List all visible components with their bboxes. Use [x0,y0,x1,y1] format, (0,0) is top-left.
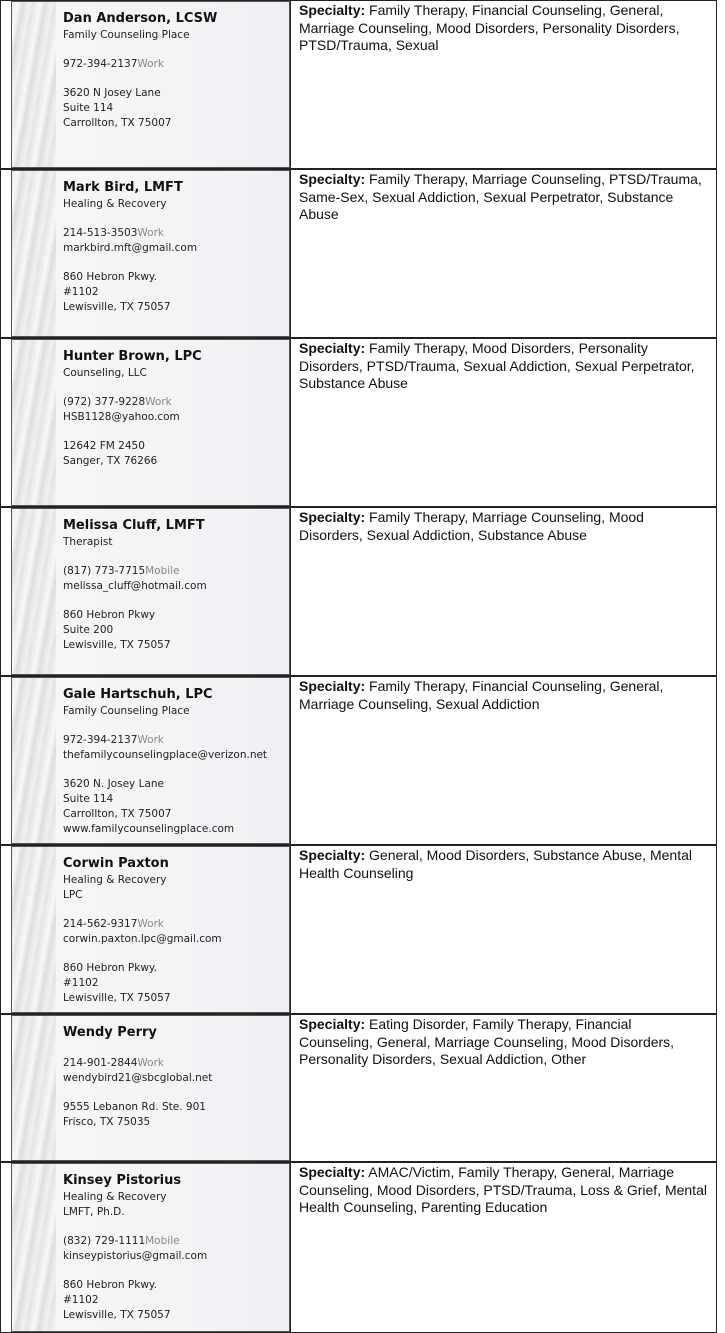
specialty-list: Eating Disorder, Family Therapy, Financial Counseling, General, Marriage Counseling, Mood Disorders, Personality Disorders, Sexual Addiction, Other [299,1016,675,1067]
organization-line: LPC [63,889,83,901]
therapist-row [0,507,717,676]
specialty-label: Specialty: [299,509,366,525]
card-body [63,1024,285,1130]
phone-line [63,917,285,932]
specialty-list: Family Therapy, Marriage Counseling, PTSD/Trauma, Same-Sex, Sexual Addiction, Sexual Perpetrator, Substance Abuse [299,171,702,222]
specialty-text [299,1016,709,1069]
contact-card [11,339,290,506]
specialty-text [299,340,709,393]
column-divider [290,1015,291,1161]
spacer [63,425,285,439]
address-line: Lewisville, TX 75057 [63,301,171,313]
phone-number[interactable]: (832) 729-1111 [63,1235,146,1247]
column-divider [290,170,291,337]
specialty-list: Family Therapy, Mood Disorders, Personality Disorders, PTSD/Trauma, Sexual Addiction, Sexual Perpetrator, Substance Abuse [299,340,695,391]
therapist-name: Melissa Cluff, LMFT [63,518,205,533]
row-left-border [0,1163,1,1332]
row-right-border [716,339,717,506]
address-line: 3620 N. Josey Lane [63,778,164,790]
organization-line: Healing & Recovery [63,874,167,886]
phone-number[interactable]: 214-562-9317 [63,918,138,930]
specialty-list: General, Mood Disorders, Substance Abuse, Mental Health Counseling [299,847,692,881]
email-link[interactable]: markbird.mft@gmail.com [63,242,198,254]
address-line: Suite 114 [63,793,114,805]
spacer [63,1042,285,1056]
card-decorative-stripe [12,847,56,1012]
column-divider [290,846,291,1013]
phone-type-label: Work [137,1057,164,1069]
organization-line: Therapist [63,536,113,548]
therapist-row [0,845,717,1014]
spacer [63,719,285,733]
phone-number[interactable]: 972-394-2137 [63,58,138,70]
specialty-label: Specialty: [299,847,366,863]
phone-type-label: Work [137,918,164,930]
spacer [63,1220,285,1234]
therapist-row [0,169,717,338]
phone-number[interactable]: 214-513-3503 [63,227,138,239]
contact-card [11,170,290,337]
specialty-list: Family Therapy, Financial Counseling, General, Marriage Counseling, Sexual Addiction [299,678,664,712]
contact-card [11,1163,290,1332]
spacer [63,594,285,608]
card-body [63,348,285,469]
specialty-label: Specialty: [299,171,366,187]
column-divider [290,1163,291,1332]
website-link[interactable]: www.familycounselingplace.com [63,823,235,835]
row-left-border [0,677,1,844]
specialty-label: Specialty: [299,678,366,694]
therapist-name: Gale Hartschuh, LPC [63,687,213,702]
spacer [63,72,285,86]
row-right-border [716,677,717,844]
phone-line [63,733,285,748]
column-divider [290,677,291,844]
email-link[interactable]: wendybird21@sbcglobal.net [63,1072,213,1084]
therapist-name: Kinsey Pistorius [63,1173,182,1188]
therapist-name: Corwin Paxton [63,856,169,871]
column-divider [290,339,291,506]
address-line: 12642 FM 2450 [63,440,145,452]
contact-card [11,1,290,168]
spacer [63,1086,285,1100]
card-decorative-stripe [12,678,56,843]
column-divider [290,1,291,168]
card-body [63,517,285,653]
phone-type-label: Work [137,734,164,746]
card-body [63,855,285,1006]
spacer [63,212,285,226]
phone-type-label: Mobile [145,565,180,577]
specialty-text [299,678,709,713]
therapist-row [0,1014,717,1162]
phone-line [63,57,285,72]
card-decorative-stripe [12,509,56,674]
address-line: Lewisville, TX 75057 [63,992,171,1004]
specialty-list: Family Therapy, Marriage Counseling, Mood Disorders, Sexual Addiction, Substance Abuse [299,509,644,543]
row-left-border [0,846,1,1013]
address-line: Sanger, TX 76266 [63,455,158,467]
address-line: #1102 [63,286,99,298]
address-line: 860 Hebron Pkwy. [63,271,157,283]
phone-line [63,1234,285,1249]
phone-line [63,1056,285,1071]
phone-type-label: Work [137,227,164,239]
email-link[interactable]: kinseypistorius@gmail.com [63,1250,208,1262]
row-right-border [716,1,717,168]
address-line: #1102 [63,977,99,989]
therapist-row [0,1162,717,1333]
address-line: 3620 N Josey Lane [63,87,161,99]
spacer [63,43,285,57]
organization-line: Family Counseling Place [63,29,190,41]
row-right-border [716,1163,717,1332]
email-link[interactable]: melissa_cluff@hotmail.com [63,580,207,592]
card-body [63,10,285,131]
address-line: Frisco, TX 75035 [63,1116,151,1128]
specialty-label: Specialty: [299,2,366,18]
row-left-border [0,339,1,506]
spacer [63,1264,285,1278]
therapist-name: Dan Anderson, LCSW [63,11,218,26]
phone-number[interactable]: (972) 377-9228 [63,396,146,408]
specialty-text [299,509,709,544]
organization-line: LMFT, Ph.D. [63,1206,125,1218]
card-decorative-stripe [12,2,56,167]
address-line: 860 Hebron Pkwy [63,609,156,621]
row-left-border [0,508,1,675]
address-line: Lewisville, TX 75057 [63,1309,171,1321]
address-line: 860 Hebron Pkwy. [63,962,157,974]
card-decorative-stripe [12,171,56,336]
phone-type-label: Work [137,58,164,70]
phone-line [63,395,285,410]
row-right-border [716,508,717,675]
row-left-border [0,1,1,168]
email-link[interactable]: thefamilycounselingplace@verizon.net [63,749,268,761]
address-line: #1102 [63,1294,99,1306]
row-right-border [716,170,717,337]
address-line: Carrollton, TX 75007 [63,117,172,129]
specialty-label: Specialty: [299,1164,366,1180]
card-decorative-stripe [12,340,56,505]
specialty-label: Specialty: [299,1016,366,1032]
card-decorative-stripe [12,1164,56,1331]
spacer [63,256,285,270]
organization-line: Healing & Recovery [63,1191,167,1203]
specialty-text [299,2,709,55]
address-line: 860 Hebron Pkwy. [63,1279,157,1291]
spacer [63,550,285,564]
organization-line: Healing & Recovery [63,198,167,210]
column-divider [290,508,291,675]
address-line: Carrollton, TX 75007 [63,808,172,820]
therapist-row [0,0,717,169]
card-body [63,1172,285,1323]
spacer [63,763,285,777]
therapist-row [0,338,717,507]
email-link[interactable]: corwin.paxton.lpc@gmail.com [63,933,222,945]
row-right-border [716,846,717,1013]
organization-line: Family Counseling Place [63,705,190,717]
row-left-border [0,1015,1,1161]
phone-number[interactable]: 214-901-2844 [63,1057,138,1069]
therapist-row [0,676,717,845]
phone-type-label: Mobile [145,1235,180,1247]
specialty-text [299,171,709,224]
spacer [63,903,285,917]
therapist-name: Wendy Perry [63,1025,157,1040]
contact-card [11,846,290,1013]
phone-number[interactable]: (817) 773-7715 [63,565,146,577]
row-left-border [0,170,1,337]
row-right-border [716,1015,717,1161]
phone-type-label: Work [145,396,172,408]
address-line: Suite 114 [63,102,114,114]
contact-card [11,1015,290,1161]
specialty-label: Specialty: [299,340,366,356]
contact-card [11,508,290,675]
address-line: Lewisville, TX 75057 [63,639,171,651]
spacer [63,381,285,395]
contact-card [11,677,290,844]
specialty-text [299,847,709,882]
card-body [63,179,285,315]
phone-number[interactable]: 972-394-2137 [63,734,138,746]
specialty-list: AMAC/Victim, Family Therapy, General, Marriage Counseling, Mood Disorders, PTSD/Trauma, Loss & Grief, Mental Health Counseling, Parenting Education [299,1164,707,1215]
card-body [63,686,285,837]
therapist-name: Hunter Brown, LPC [63,349,202,364]
spacer [63,947,285,961]
specialty-list: Family Therapy, Financial Counseling, General, Marriage Counseling, Mood Disorders, Personality Disorders, PTSD/Trauma, Sexual [299,2,680,53]
therapist-name: Mark Bird, LMFT [63,180,183,195]
card-decorative-stripe [12,1016,56,1160]
address-line: Suite 200 [63,624,114,636]
specialty-text [299,1164,709,1217]
phone-line [63,564,285,579]
email-link[interactable]: HSB1128@yahoo.com [63,411,180,423]
address-line: 9555 Lebanon Rd. Ste. 901 [63,1101,206,1113]
organization-line: Counseling, LLC [63,367,147,379]
phone-line [63,226,285,241]
